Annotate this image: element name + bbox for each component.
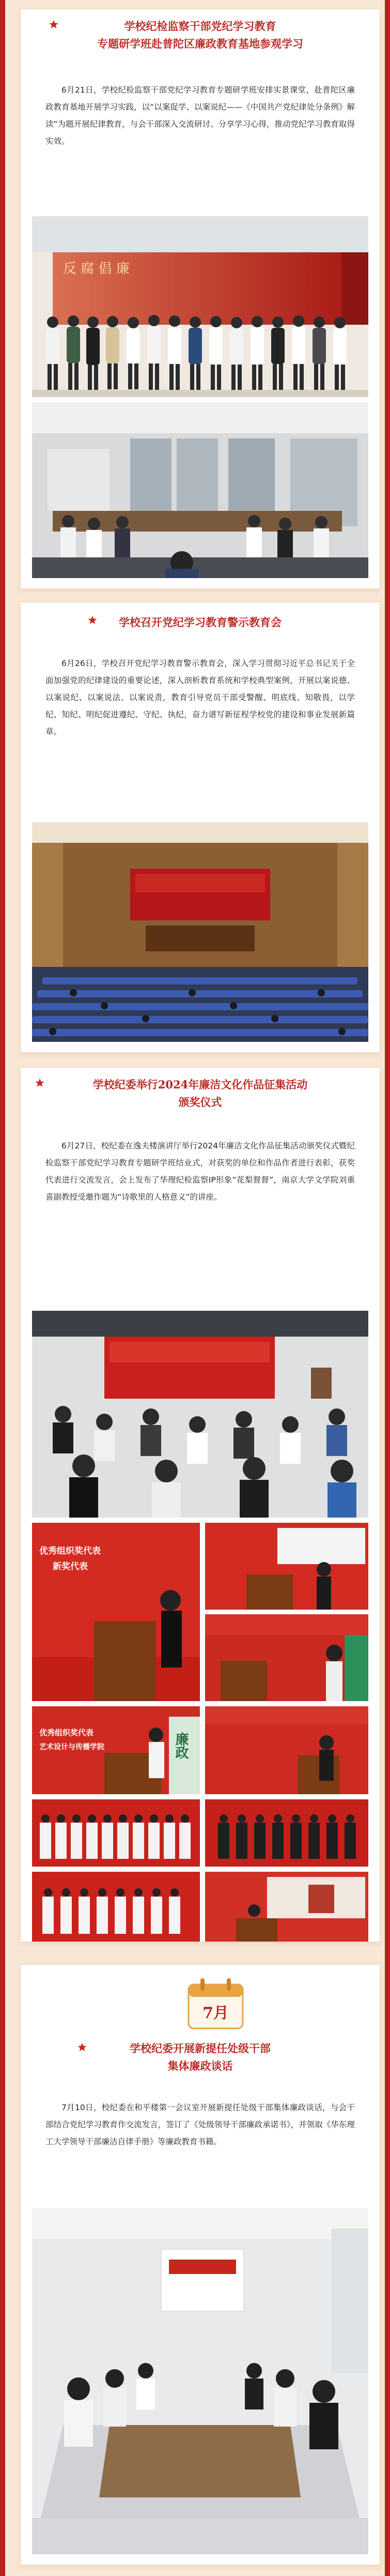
ceremony-audience-photo: [32, 1311, 368, 1518]
section-1-body: 6月21日，学校纪检监察干部党纪学习教育专题研学班安排实景课堂，赴普陀区廉政教育基地开展学习实践，以“以案促学、以案说纪——《中国共产党纪律处分条例》解读”为题开展纪律教育，与会干部深入交流研讨、分享学习心得，推动党纪学习教育取得实效。: [45, 85, 355, 146]
group-photo: [32, 216, 368, 397]
calendar-icon: [186, 1975, 245, 2032]
section-1-card: [21, 9, 380, 588]
calendar-month: 7月: [202, 2004, 229, 2022]
section-3-title-line-2: 颁奖仪式: [178, 1096, 222, 1109]
section-4-card: [21, 1965, 380, 2565]
section-4-title: [21, 2040, 380, 2075]
section-1-title-line-2: 专题研学班赴普陀区廉政教育基地参观学习: [97, 37, 303, 50]
section-2-title-line-1: 学校召开党纪学习教育警示教育会: [119, 616, 282, 629]
talk-meeting-photo: [32, 2208, 368, 2554]
lecture-photo: [205, 1872, 368, 1942]
award-photo-2: [205, 1799, 368, 1867]
section-2-card: [21, 602, 380, 1052]
speaker-photo-4: [32, 1706, 200, 1794]
section-1-title-line-1: 学校纪检监察干部党纪学习教育: [124, 20, 276, 33]
speaker-photo-2: [205, 1523, 368, 1610]
section-2-title: [21, 614, 380, 631]
award-photo-3: [32, 1872, 200, 1942]
section-3-card: [21, 1068, 380, 1942]
section-3-body: 6月27日，校纪委在逸夫楼演讲厅举行2024年廉洁文化作品征集活动颁奖仪式暨纪检监察干部党纪学习教育专题研学班结业式，对获奖的单位和作品作者进行表彰，获奖代表进行交流发言，会上发布了华理纪检监察IP形象“花梨督督”，南京大学文学院刘重喜副教授受邀作题为“诗歌里的人格意义”的讲座。: [45, 1141, 355, 1202]
slide-text-1: 优秀组织奖代表: [39, 1546, 101, 1556]
section-4-body: 7月10日，校纪委在和平楼第一会议室开展新提任处级干部集体廉政谈话，与会干部结合党纪学习教育作交流发言，签订了《处级领导干部廉政承诺书》，并领取《华东理工大学领导干部廉洁自律手册》等廉政教育书籍。: [45, 2103, 355, 2146]
section-4-title-line-2: 集体廉政谈话: [167, 2059, 233, 2072]
svg-text:反 腐 倡 廉: 反 腐 倡 廉: [63, 261, 130, 277]
slide-text-2: 新奖代表: [53, 1562, 88, 1572]
speaker-photo-3: [205, 1614, 368, 1701]
speaker-photo-5: [205, 1706, 368, 1794]
speaker-photo-1: [32, 1523, 200, 1701]
section-3-title: [21, 1076, 380, 1111]
section-3-title-line-1: 学校纪委举行2024年廉洁文化作品征集活动: [92, 1078, 308, 1091]
auditorium-photo: [32, 822, 368, 1042]
slide-text-4: 艺术设计与传播学院: [39, 1743, 104, 1751]
slide-text-3: 优秀组织奖代表: [39, 1728, 94, 1737]
slide-text-5: 廉政: [173, 1732, 189, 1759]
award-photo-1: [32, 1799, 200, 1867]
section-2-body: 6月26日，学校召开党纪学习教育警示教育会，深入学习贯彻习近平总书记关于全面加强党的纪律建设的重要论述，深入剖析教育系统和学校典型案例，开展以案说德、以案说纪、以案说法、以案说责，教育引导党员干部受警醒、明底线、知敬畏，以学纪、知纪、明纪促进遵纪、守纪、执纪，奋力谱写新征程学校党的建设和事业发展新篇章。: [45, 659, 355, 736]
section-4-title-line-1: 学校纪委开展新提任处级干部: [130, 2042, 271, 2055]
meeting-photo: [32, 402, 368, 578]
section-1-title: [21, 18, 380, 53]
